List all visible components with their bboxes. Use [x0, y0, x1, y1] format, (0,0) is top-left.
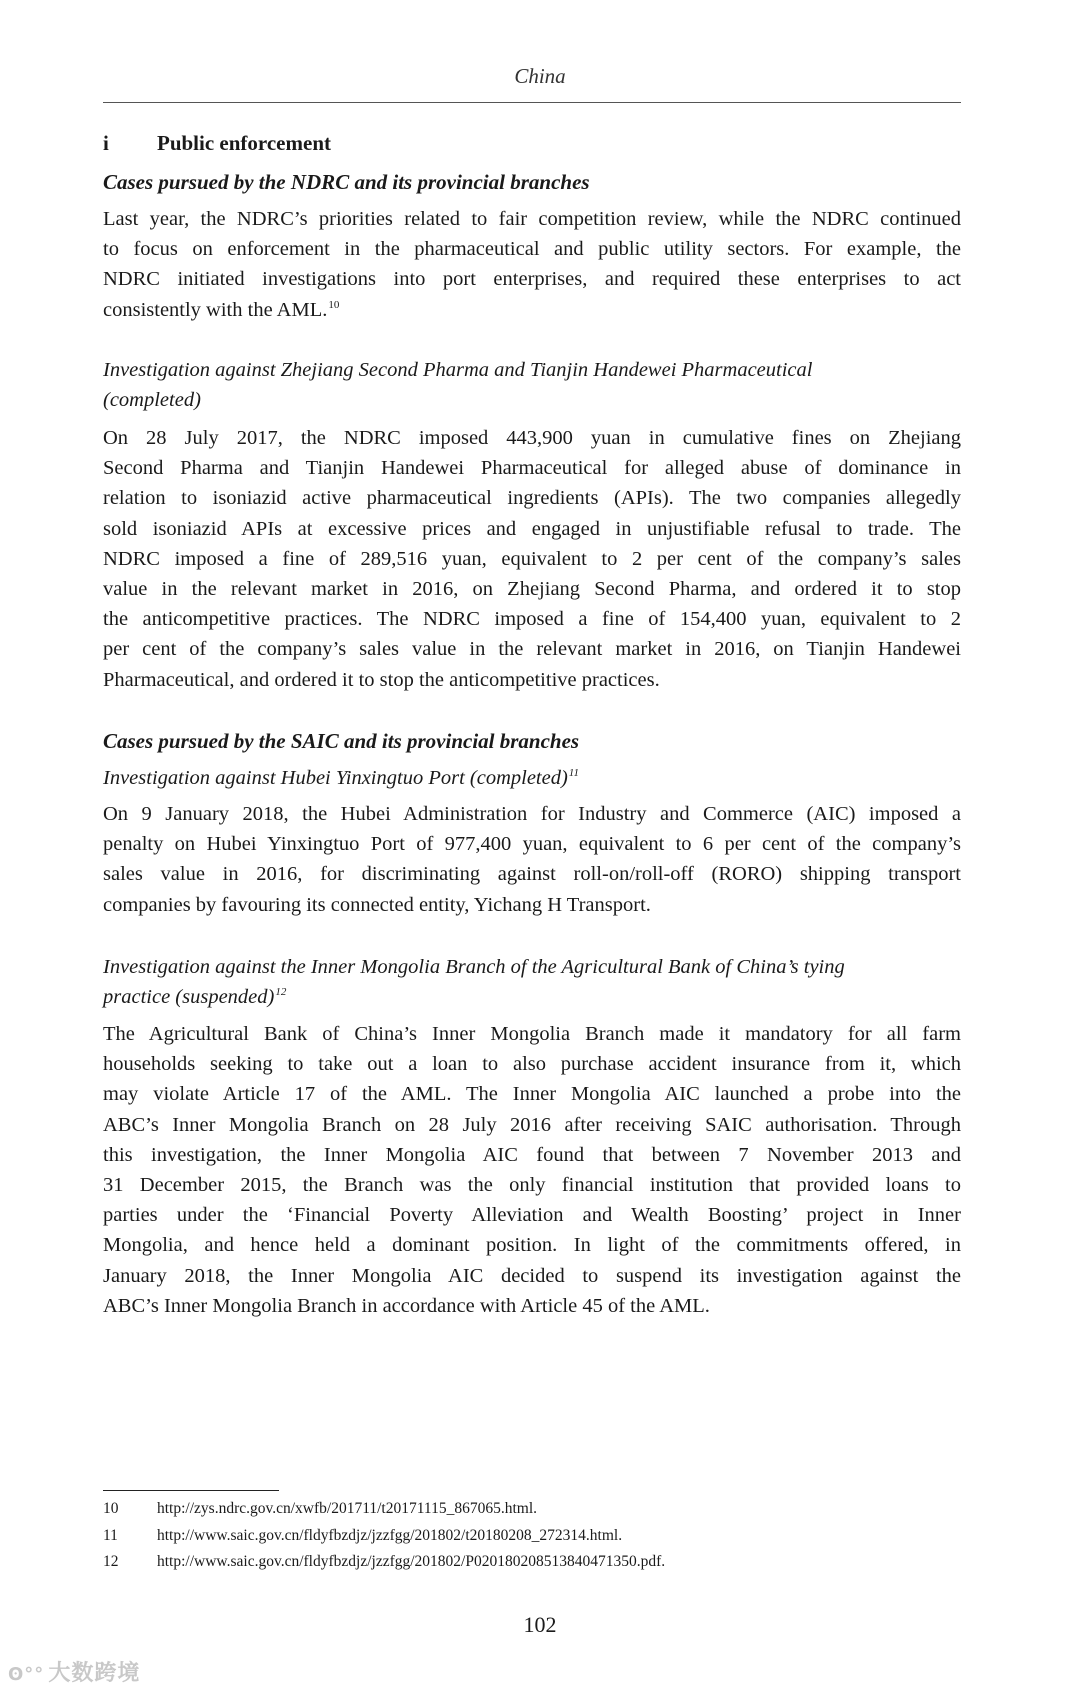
- text-line: [103, 514, 961, 544]
- line-text: sold isoniazid APIs at excessive prices and engaged in unjustifiable refusal to trade. The: [103, 517, 961, 540]
- paragraph-inner-mongolia-case: [103, 1019, 961, 1321]
- line-text: 31 December 2015, the Branch was the only financial institution that provided loans to: [103, 1173, 961, 1196]
- text-line: [103, 890, 961, 920]
- text-line: [103, 1261, 961, 1291]
- subheading-ndrc: Cases pursued by the NDRC and its provincial branches: [103, 170, 590, 194]
- text-line: [103, 1110, 961, 1140]
- case-title-zhejiang: [103, 355, 961, 415]
- line-text: consistently with the AML.: [103, 298, 328, 321]
- text-line: [103, 1079, 961, 1109]
- line-text: may violate Article 17 of the AML. The Inner Mongolia AIC launched a probe into the: [103, 1083, 961, 1106]
- text-line: [103, 604, 961, 634]
- line-text: Last year, the NDRC’s priorities related to fair competition review, while the NDRC continued: [103, 208, 961, 230]
- page-number: 102: [523, 1612, 557, 1637]
- line-text: to focus on enforcement in the pharmaceutical and public utility sectors. For example, the: [103, 238, 961, 261]
- text-line: [103, 264, 961, 294]
- footnote-reference[interactable]: 10: [328, 298, 340, 311]
- line-text: relation to isoniazid active pharmaceutical ingredients (APIs). The two companies allegedly: [103, 487, 961, 510]
- section-heading: [103, 131, 961, 156]
- line-text: penalty on Hubei Yinxingtuo Port of 977,400 yuan, equivalent to 6 per cent of the company’s: [103, 833, 961, 856]
- line-text: ABC’s Inner Mongolia Branch in accordance with Article 45 of the AML.: [103, 1294, 710, 1317]
- footnote-number: 10: [103, 1500, 119, 1517]
- watermark: [8, 1656, 140, 1687]
- text-line: [103, 665, 961, 695]
- line-text: Mongolia, and hence held a dominant position. In light of the commitments offered, in: [103, 1234, 961, 1257]
- line-text: Second Pharma and Tianjin Handewei Pharmaceutical for alleged abuse of dominance in: [103, 457, 961, 480]
- footnote-number: 12: [103, 1553, 119, 1570]
- line-text: ABC’s Inner Mongolia Branch on 28 July 2016 after receiving SAIC authorisation. Through: [103, 1113, 961, 1136]
- line-text: NDRC initiated investigations into port enterprises, and required these enterprises to act: [103, 268, 961, 291]
- line-text: Pharmaceutical, and ordered it to stop the anticompetitive practices.: [103, 668, 660, 691]
- line-text: households seeking to take out a loan to also purchase accident insurance from it, which: [103, 1053, 961, 1076]
- case-title-inner-mongolia: [103, 952, 961, 1012]
- line-text: this investigation, the Inner Mongolia AIC found that between 7 November 2013 and: [103, 1143, 961, 1166]
- text-line: [103, 859, 961, 889]
- footnote-12: [103, 1553, 665, 1571]
- line-text: On 28 July 2017, the NDRC imposed 443,900 yuan in cumulative fines on Zhejiang: [103, 427, 961, 449]
- line-text: value in the relevant market in 2016, on Zhejiang Second Pharma, and ordered it to stop: [103, 577, 961, 600]
- text-line: [103, 1049, 961, 1079]
- case-title-hubei: [103, 763, 961, 793]
- text-line: [103, 355, 961, 385]
- watermark-logo-icon: ʘ°°: [8, 1664, 45, 1685]
- text-line: [103, 1019, 961, 1049]
- header-rule: [103, 102, 961, 103]
- footnote-reference[interactable]: 11: [568, 767, 579, 779]
- section-number: i: [103, 131, 109, 155]
- text-line: [103, 829, 961, 859]
- text-line: [103, 385, 961, 415]
- line-text: companies by favouring its connected entity, Yichang H Transport.: [103, 893, 651, 916]
- footnote-10: [103, 1500, 537, 1518]
- line-text: per cent of the company’s sales value in the relevant market in 2016, on Tianjin Handewei: [103, 638, 961, 661]
- text-line: [103, 1140, 961, 1170]
- line-text: the anticompetitive practices. The NDRC imposed a fine of 154,400 yuan, equivalent to 2: [103, 608, 961, 631]
- footnote-link[interactable]: http://zys.ndrc.gov.cn/xwfb/201711/t20171115_867065.html.: [157, 1500, 538, 1517]
- footnote-link[interactable]: http://www.saic.gov.cn/fldyfbzdjz/jzzfgg/201802/t20180208_272314.html.: [157, 1527, 623, 1544]
- line-text: The Agricultural Bank of China’s Inner Mongolia Branch made it mandatory for all farm: [103, 1023, 961, 1045]
- watermark-text: 大数跨境: [48, 1661, 141, 1686]
- line-text: January 2018, the Inner Mongolia AIC decided to suspend its investigation against the: [103, 1264, 961, 1287]
- text-line: [103, 1291, 961, 1321]
- text-line: [103, 204, 961, 234]
- text-line: [103, 634, 961, 664]
- footnote-link[interactable]: http://www.saic.gov.cn/fldyfbzdjz/jzzfgg/201802/P020180208513840471350.pdf.: [157, 1553, 666, 1570]
- line-text: On 9 January 2018, the Hubei Administration for Industry and Commerce (AIC) imposed a: [103, 803, 961, 825]
- paragraph-ndrc-priorities: [103, 204, 961, 325]
- text-line: [103, 1200, 961, 1230]
- text-line: [103, 423, 961, 453]
- footnote-rule: [103, 1490, 279, 1491]
- footnote-number: 11: [103, 1527, 118, 1544]
- section-title: Public enforcement: [157, 131, 331, 155]
- text-line: [103, 295, 961, 325]
- paragraph-zhejiang-case: [103, 423, 961, 695]
- text-line: [103, 1230, 961, 1260]
- text-line: [103, 234, 961, 264]
- line-text: Investigation against Hubei Yinxingtuo Port (completed): [103, 767, 568, 789]
- text-line: [103, 574, 961, 604]
- line-text: sales value in 2016, for discriminating against roll-on/roll-off (RORO) shipping transport: [103, 863, 961, 886]
- footnote-11: [103, 1527, 622, 1545]
- line-text: practice (suspended): [103, 986, 275, 1009]
- paragraph-hubei-case: [103, 799, 961, 920]
- line-text: Investigation against Zhejiang Second Pharma and Tianjin Handewei Pharmaceutical: [103, 359, 813, 381]
- line-text: parties under the ‘Financial Poverty Alleviation and Wealth Boosting’ project in Inner: [103, 1204, 961, 1227]
- line-text: Investigation against the Inner Mongolia Branch of the Agricultural Bank of China’s tying: [103, 956, 845, 978]
- text-line: [103, 952, 961, 982]
- text-line: [103, 799, 961, 829]
- text-line: [103, 1170, 961, 1200]
- running-head: China: [514, 64, 566, 88]
- line-text: NDRC imposed a fine of 289,516 yuan, equivalent to 2 per cent of the company’s sales: [103, 547, 961, 570]
- text-line: [103, 483, 961, 513]
- text-line: [103, 453, 961, 483]
- text-line: [103, 763, 961, 793]
- text-line: [103, 544, 961, 574]
- text-line: [103, 982, 961, 1012]
- line-text: (completed): [103, 389, 201, 412]
- subheading-saic: Cases pursued by the SAIC and its provincial branches: [103, 729, 580, 753]
- footnote-reference[interactable]: 12: [275, 986, 287, 999]
